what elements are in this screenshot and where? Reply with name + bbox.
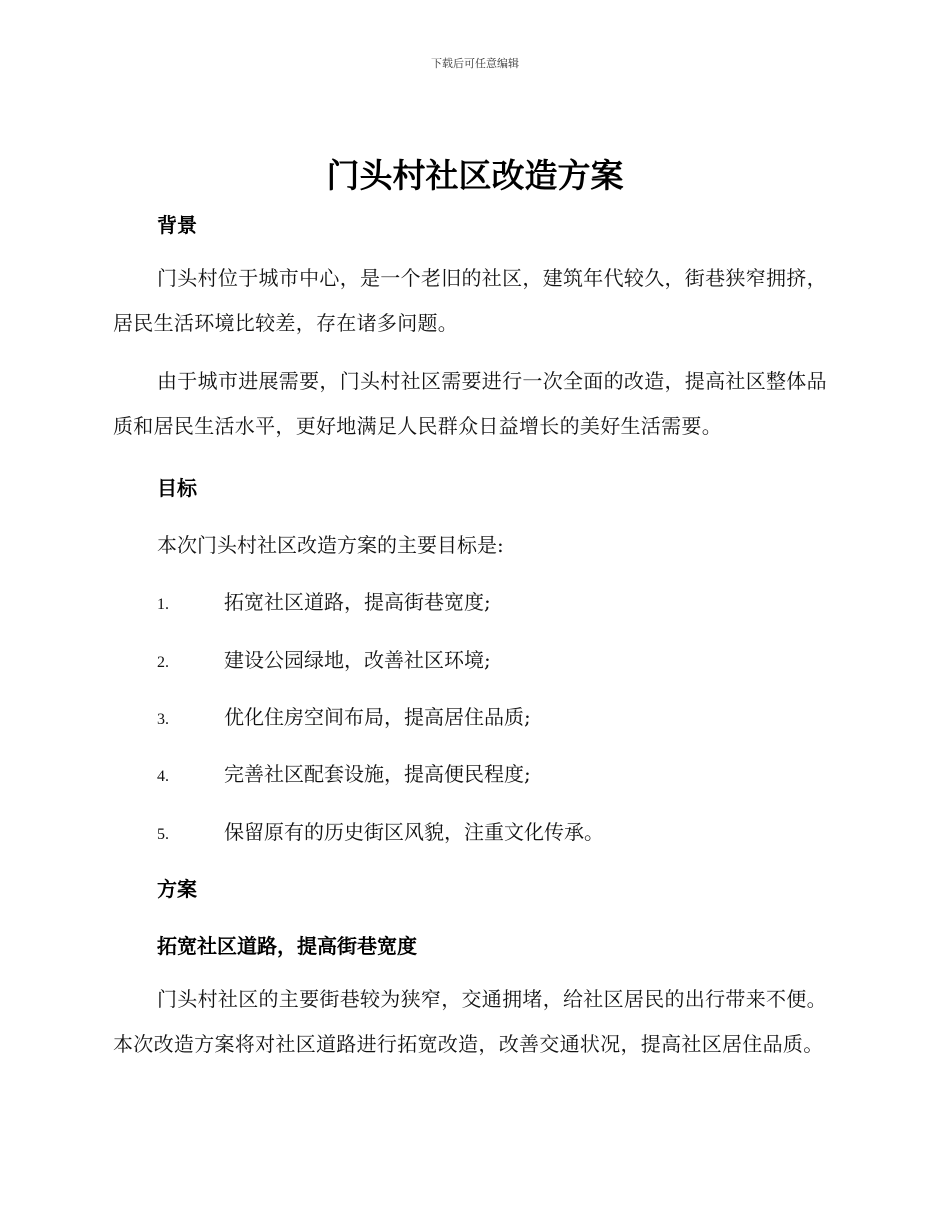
list-item	[157, 701, 531, 730]
list-item	[157, 586, 491, 615]
list-text: 优化住房空间布局，提高居住品质;	[224, 705, 531, 729]
list-number: 5.	[157, 826, 169, 843]
background-paragraph-1: 门头村位于城市中心，是一个老旧的社区，建筑年代较久，街巷狭窄拥挤，居民生活环境比较差，存在诸多问题。	[113, 266, 827, 335]
section-heading-plan: 方案	[157, 877, 197, 901]
list-item	[157, 644, 491, 673]
list-text: 建设公园绿地，改善社区环境;	[224, 648, 491, 672]
section-heading-background: 背景	[157, 213, 197, 237]
section-heading-goal: 目标	[157, 476, 197, 500]
list-item	[157, 758, 531, 787]
list-text: 保留原有的历史街区风貌，注重文化传承。	[224, 820, 604, 844]
subsection-heading-roads: 拓宽社区道路，提高街巷宽度	[157, 934, 417, 958]
list-number: 4.	[157, 768, 169, 785]
background-paragraph-2: 由于城市进展需要，门头村社区需要进行一次全面的改造，提高社区整体品质和居民生活水平，更好地满足人民群众日益增长的美好生活需要。	[113, 369, 827, 438]
list-text: 完善社区配套设施，提高便民程度;	[224, 762, 531, 786]
list-text: 拓宽社区道路，提高街巷宽度;	[224, 590, 491, 614]
list-number: 1.	[157, 596, 169, 613]
list-number: 2.	[157, 654, 169, 671]
list-number: 3.	[157, 711, 169, 728]
roads-paragraph: 门头村社区的主要街巷较为狭窄，交通拥堵，给社区居民的出行带来不便。本次改造方案将对社区道路进行拓宽改造，改善交通状况，提高社区居住品质。	[113, 987, 827, 1056]
list-item	[157, 816, 604, 845]
goal-intro: 本次门头村社区改造方案的主要目标是:	[157, 533, 504, 557]
page-header-note: 下载后可任意编辑	[431, 57, 519, 70]
document-title: 门头村社区改造方案	[326, 156, 624, 195]
